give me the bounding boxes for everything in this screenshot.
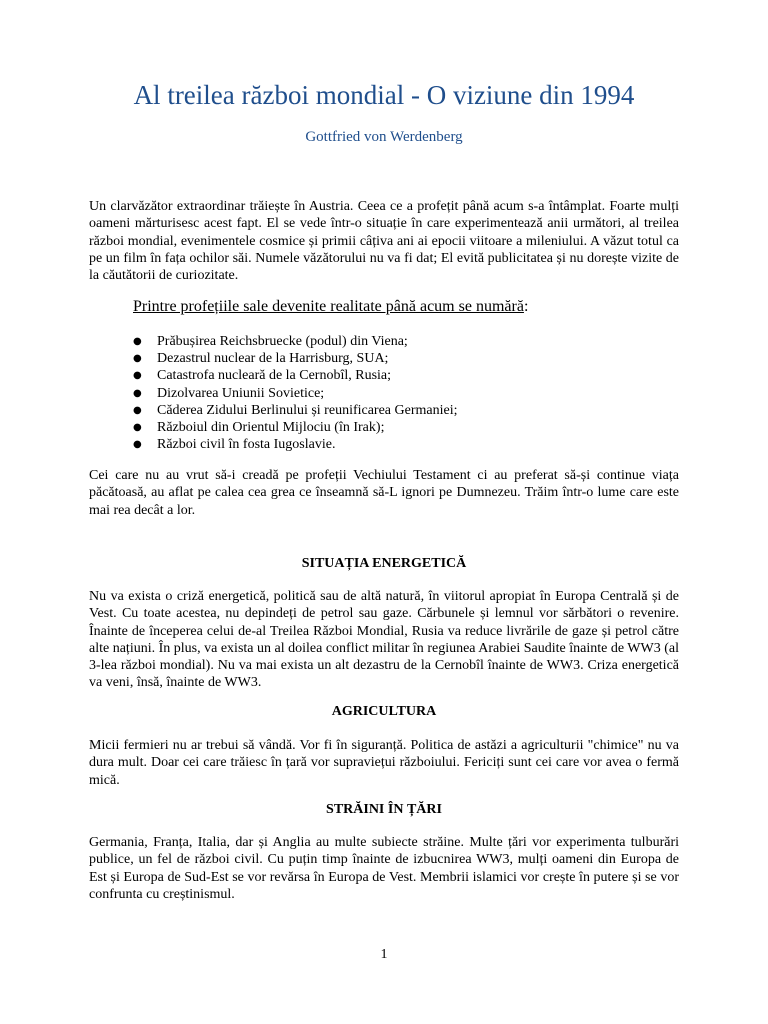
list-item: ● Războiul din Orientul Mijlociu (în Irak); bbox=[133, 419, 458, 436]
list-item: ● Căderea Zidului Berlinului și reunificarea Germaniei; bbox=[133, 402, 458, 419]
list-item: ● Război civil în fosta Iugoslavie. bbox=[133, 436, 458, 453]
prophecies-list bbox=[133, 333, 458, 453]
intro-paragraph: Un clarvăzător extraordinar trăiește în Austria. Ceea ce a profețit până acum s-a întâmplat. Foarte mulți oameni mărturisesc acest fapt. El se vede într-o situație în care experimentează anii următori, al treilea război mondial, evenimentele cosmice și primii câțiva ani ai epocii viitoare a mileniului. A văzut totul ca pe un film în fața ochilor săi. Numele văzătorului nu va fi dat; El evită publicitatea și nu dorește vizite de la căutătorii de curiozitate. bbox=[89, 199, 679, 284]
foreign-paragraph: Germania, Franța, Italia, dar și Anglia au multe subiecte străine. Multe țări vor experimenta tulburări publice, un fel de război civil. Cu puțin timp înainte de izbucnirea WW3, mulți oameni din Europa de Est și Europa de Sud-Est se vor revărsa în Europa de Vest. Membrii islamici vor crește în putere și se vor confrunta cu creștinismul. bbox=[89, 835, 679, 902]
foreign-heading: STRĂINI ÎN ȚĂRI bbox=[326, 802, 442, 817]
prophecies-heading-colon: : bbox=[523, 298, 529, 315]
after-list-paragraph: Cei care nu au vrut să-i creadă pe profeții Vechiului Testament ci au preferat să-și continue viața păcătoasă, au aflat pe calea cea grea ce înseamnă să-L ignori pe Dumnezeu. Trăim într-o lume care este mai rea decât a lor. bbox=[89, 468, 679, 518]
agriculture-paragraph: Micii fermieri nu ar trebui să vândă. Vor fi în siguranță. Politica de astăzi a agriculturii "chimice" nu va dura mult. Doar cei care trăiesc în țară vor supraviețui războiului. Fericiți sunt cei care vor avea o fermă mică. bbox=[89, 738, 679, 788]
list-item: ● Catastrofa nucleară de la Cernobîl, Rusia; bbox=[133, 367, 458, 384]
agriculture-heading: AGRICULTURA bbox=[331, 704, 437, 719]
document-author: Gottfried von Werdenberg bbox=[305, 129, 463, 145]
document-title: Al treilea război mondial - O viziune din 1994 bbox=[133, 80, 635, 110]
energy-paragraph: Nu va exista o criză energetică, politică sau de altă natură, în viitorul apropiat în Europa Centrală și de Vest. Cu toate acestea, nu depindeți de petrol sau gaze. Cărbunele și lemnul vor sărbători o revenire. Înainte de începerea celui de-al Treilea Război Mondial, Rusia va reduce livrările de gaze și petrol către alte națiuni. În plus, va exista un al doilea conflict militar în regiunea Arabiei Saudite înainte de WW3 (al 3-lea război mondial). Nu va mai exista un alt dezastru de la Cernobîl înainte de WW3. Criza energetică va veni, însă, înainte de WW3. bbox=[89, 589, 679, 691]
prophecies-heading bbox=[133, 298, 528, 316]
list-item: ● Dizolvarea Uniunii Sovietice; bbox=[133, 385, 458, 402]
energy-heading: SITUAȚIA ENERGETICĂ bbox=[301, 556, 467, 571]
list-item: ● Prăbușirea Reichsbruecke (podul) din Viena; bbox=[133, 333, 458, 350]
prophecies-heading-text: Printre profețiile sale devenite realitate până acum se numără bbox=[133, 298, 524, 315]
list-item: ● Dezastrul nuclear de la Harrisburg, SUA; bbox=[133, 350, 458, 367]
page-number: 1 bbox=[380, 947, 388, 962]
